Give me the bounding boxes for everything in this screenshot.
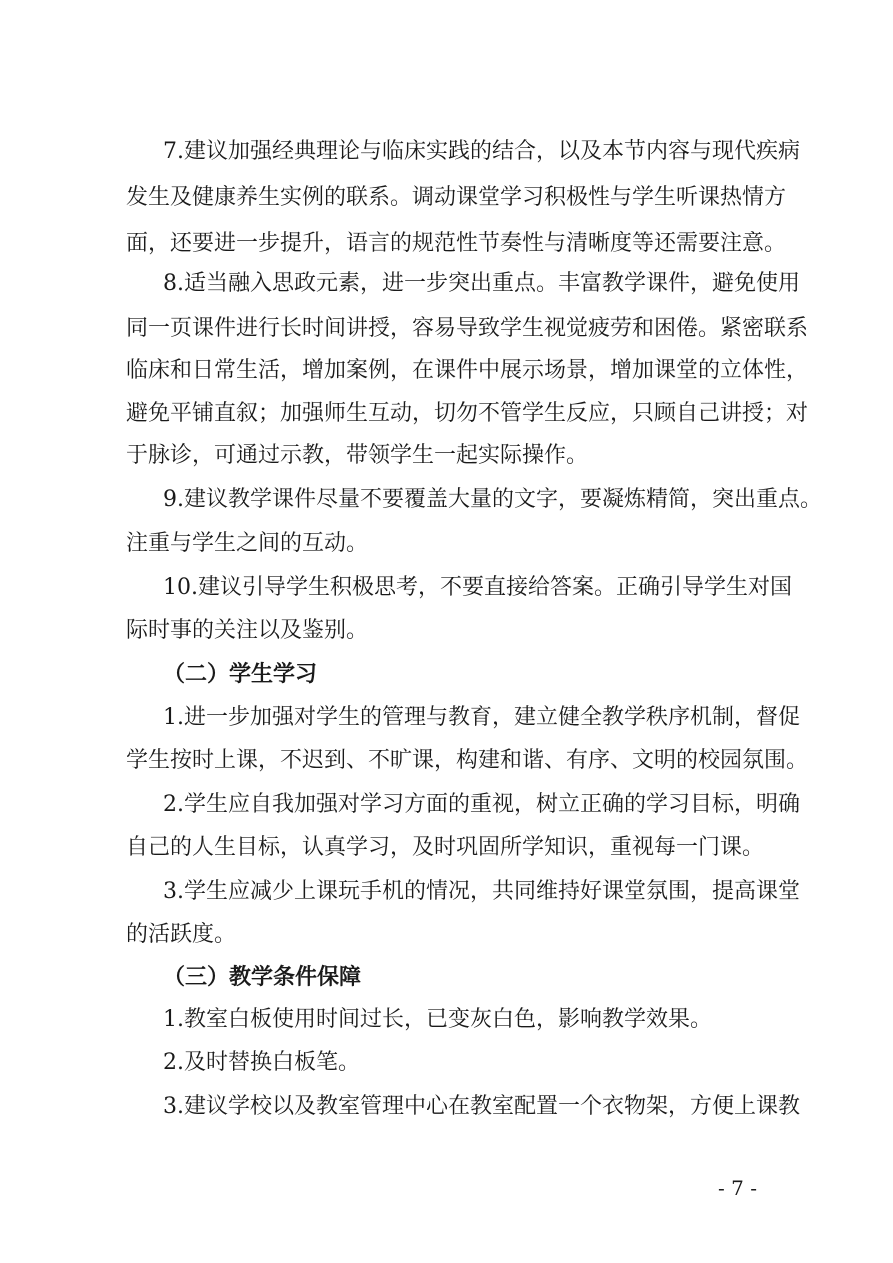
text-line: 7.建议加强经典理论与临床实践的结合，以及本节内容与现代疾病 bbox=[163, 139, 800, 164]
text-line: 8.适当融入思政元素，进一步突出重点。丰富教学课件，避免使用 bbox=[163, 271, 800, 296]
text-line: 临床和日常生活，增加案例，在课件中展示场景，增加课堂的立体性， bbox=[126, 358, 809, 383]
text-line: 自己的人生目标，认真学习，及时巩固所学知识，重视每一门课。 bbox=[126, 835, 765, 860]
section-heading: （三）教学条件保障 bbox=[163, 964, 362, 990]
text-line: 的活跃度。 bbox=[126, 922, 237, 947]
text-line: 3.学生应减少上课玩手机的情况，共同维持好课堂氛围，提高课堂 bbox=[163, 879, 800, 904]
section-heading: （二）学生学习 bbox=[163, 661, 318, 687]
text-line: 3.建议学校以及教室管理中心在教室配置一个衣物架，方便上课教 bbox=[163, 1094, 800, 1119]
text-line: 注重与学生之间的互动。 bbox=[126, 531, 369, 556]
text-line: 1.进一步加强对学生的管理与教育，建立健全教学秩序机制，督促 bbox=[163, 705, 800, 730]
text-line: 9.建议教学课件尽量不要覆盖大量的文字，要凝炼精简，突出重点。 bbox=[163, 487, 822, 512]
text-line: 10.建议引导学生积极思考，不要直接给答案。正确引导学生对国 bbox=[163, 575, 792, 600]
text-line: 学生按时上课，不迟到、不旷课，构建和谐、有序、文明的校园氛围。 bbox=[126, 748, 809, 773]
text-line: 2.学生应自我加强对学习方面的重视，树立正确的学习目标，明确 bbox=[163, 792, 800, 817]
text-line: 1.教室白板使用时间过长，已变灰白色，影响教学效果。 bbox=[163, 1007, 712, 1032]
page-number: - 7 - bbox=[718, 1176, 757, 1200]
text-line: 于脉诊，可通过示教，带领学生一起实际操作。 bbox=[126, 443, 589, 468]
text-line: 际时事的关注以及鉴别。 bbox=[126, 618, 369, 643]
text-line: 避免平铺直叙；加强师生互动，切勿不管学生反应，只顾自己讲授；对 bbox=[126, 401, 809, 426]
text-line: 同一页课件进行长时间讲授，容易导致学生视觉疲劳和困倦。紧密联系 bbox=[126, 316, 809, 341]
text-line: 面，还要进一步提升，语言的规范性节奏性与清晰度等还需要注意。 bbox=[126, 231, 787, 256]
text-line: 2.及时替换白板笔。 bbox=[163, 1050, 360, 1075]
text-line: 发生及健康养生实例的联系。调动课堂学习积极性与学生听课热情方 bbox=[126, 185, 787, 210]
